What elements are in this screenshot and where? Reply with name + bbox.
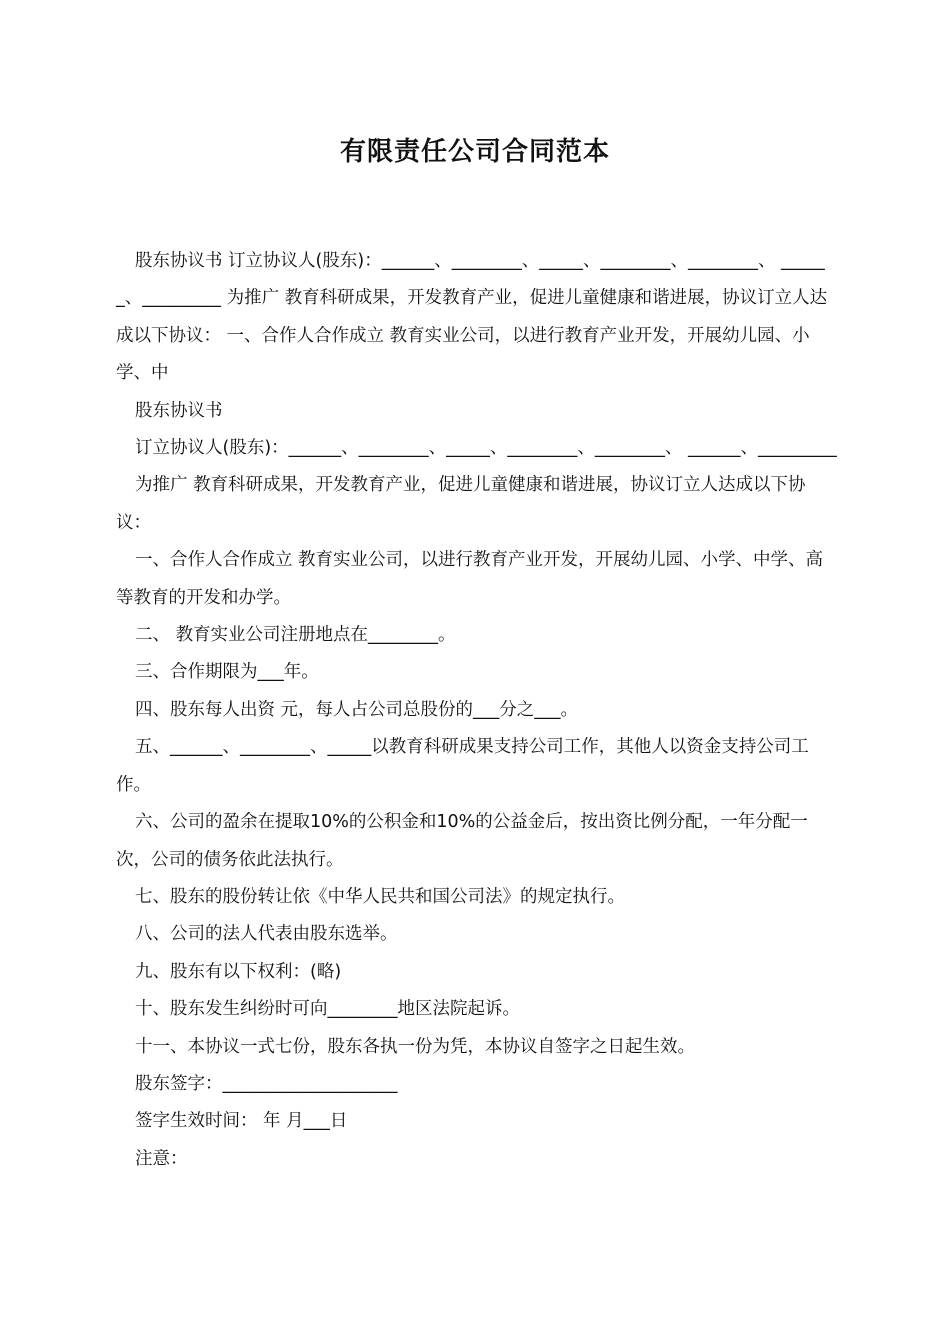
signature-line: 股东签字：____________________	[135, 1073, 398, 1094]
paragraph-14: 十、股东发生纠纷时可向________地区法院起诉。	[135, 999, 520, 1020]
paragraph-12: 八、公司的法人代表由股东选举。	[135, 924, 398, 945]
paragraph-8: 四、股东每人出资 元，每人占公司总股份的___分之___。	[135, 699, 579, 720]
paragraph-4: 为推广 教育科研成果，开发教育产业，促进儿童健康和谐进展，协议订立人达成以下协议：	[116, 475, 806, 533]
paragraph-10: 六、公司的盈余在提取10%的公积金和10%的公益金后，按出资比例分配，一年分配一次，公司的债务依此法执行。	[116, 812, 808, 870]
paragraph-15: 十一、本协议一式七份，股东各执一份为凭，本协议自签字之日起生效。	[135, 1036, 695, 1057]
paragraph-6: 二、 教育实业公司注册地点在________。	[135, 625, 456, 646]
paragraph-7: 三、合作期限为___年。	[135, 662, 319, 683]
paragraph-13: 九、股东有以下权利：(略)	[135, 961, 342, 982]
paragraph-2: 股东协议书	[135, 400, 223, 421]
note-heading: 注意：	[135, 1148, 188, 1169]
document-title: 有限责任公司合同范本	[339, 137, 610, 167]
paragraph-9: 五、______、________、_____以教育科研成果支持公司工作，其他人以资金支持公司工作。	[116, 737, 809, 795]
paragraph-3: 订立协议人(股东)：______、________、_____、________、________、 ______、_________	[135, 438, 837, 459]
document-body	[116, 243, 838, 1178]
effective-date-line: 签字生效时间： 年 月___日	[135, 1111, 348, 1132]
paragraph-11: 七、股东的股份转让依《中华人民共和国公司法》的规定执行。	[135, 886, 625, 907]
paragraph-1: 股东协议书 订立协议人(股东)：______、________、_____、________、________、 ______、_________ 为推广 教育科研成果，开发教育产业，促进儿童健康和谐进展，协议订立人达成以下协议： 一、合作人合作成立 教育实业公司，以进行教育产业开发，开展幼儿园、小学、中	[116, 251, 828, 384]
paragraph-5: 一、合作人合作成立 教育实业公司，以进行教育产业开发，开展幼儿园、小学、中学、高等教育的开发和办学。	[116, 550, 824, 608]
